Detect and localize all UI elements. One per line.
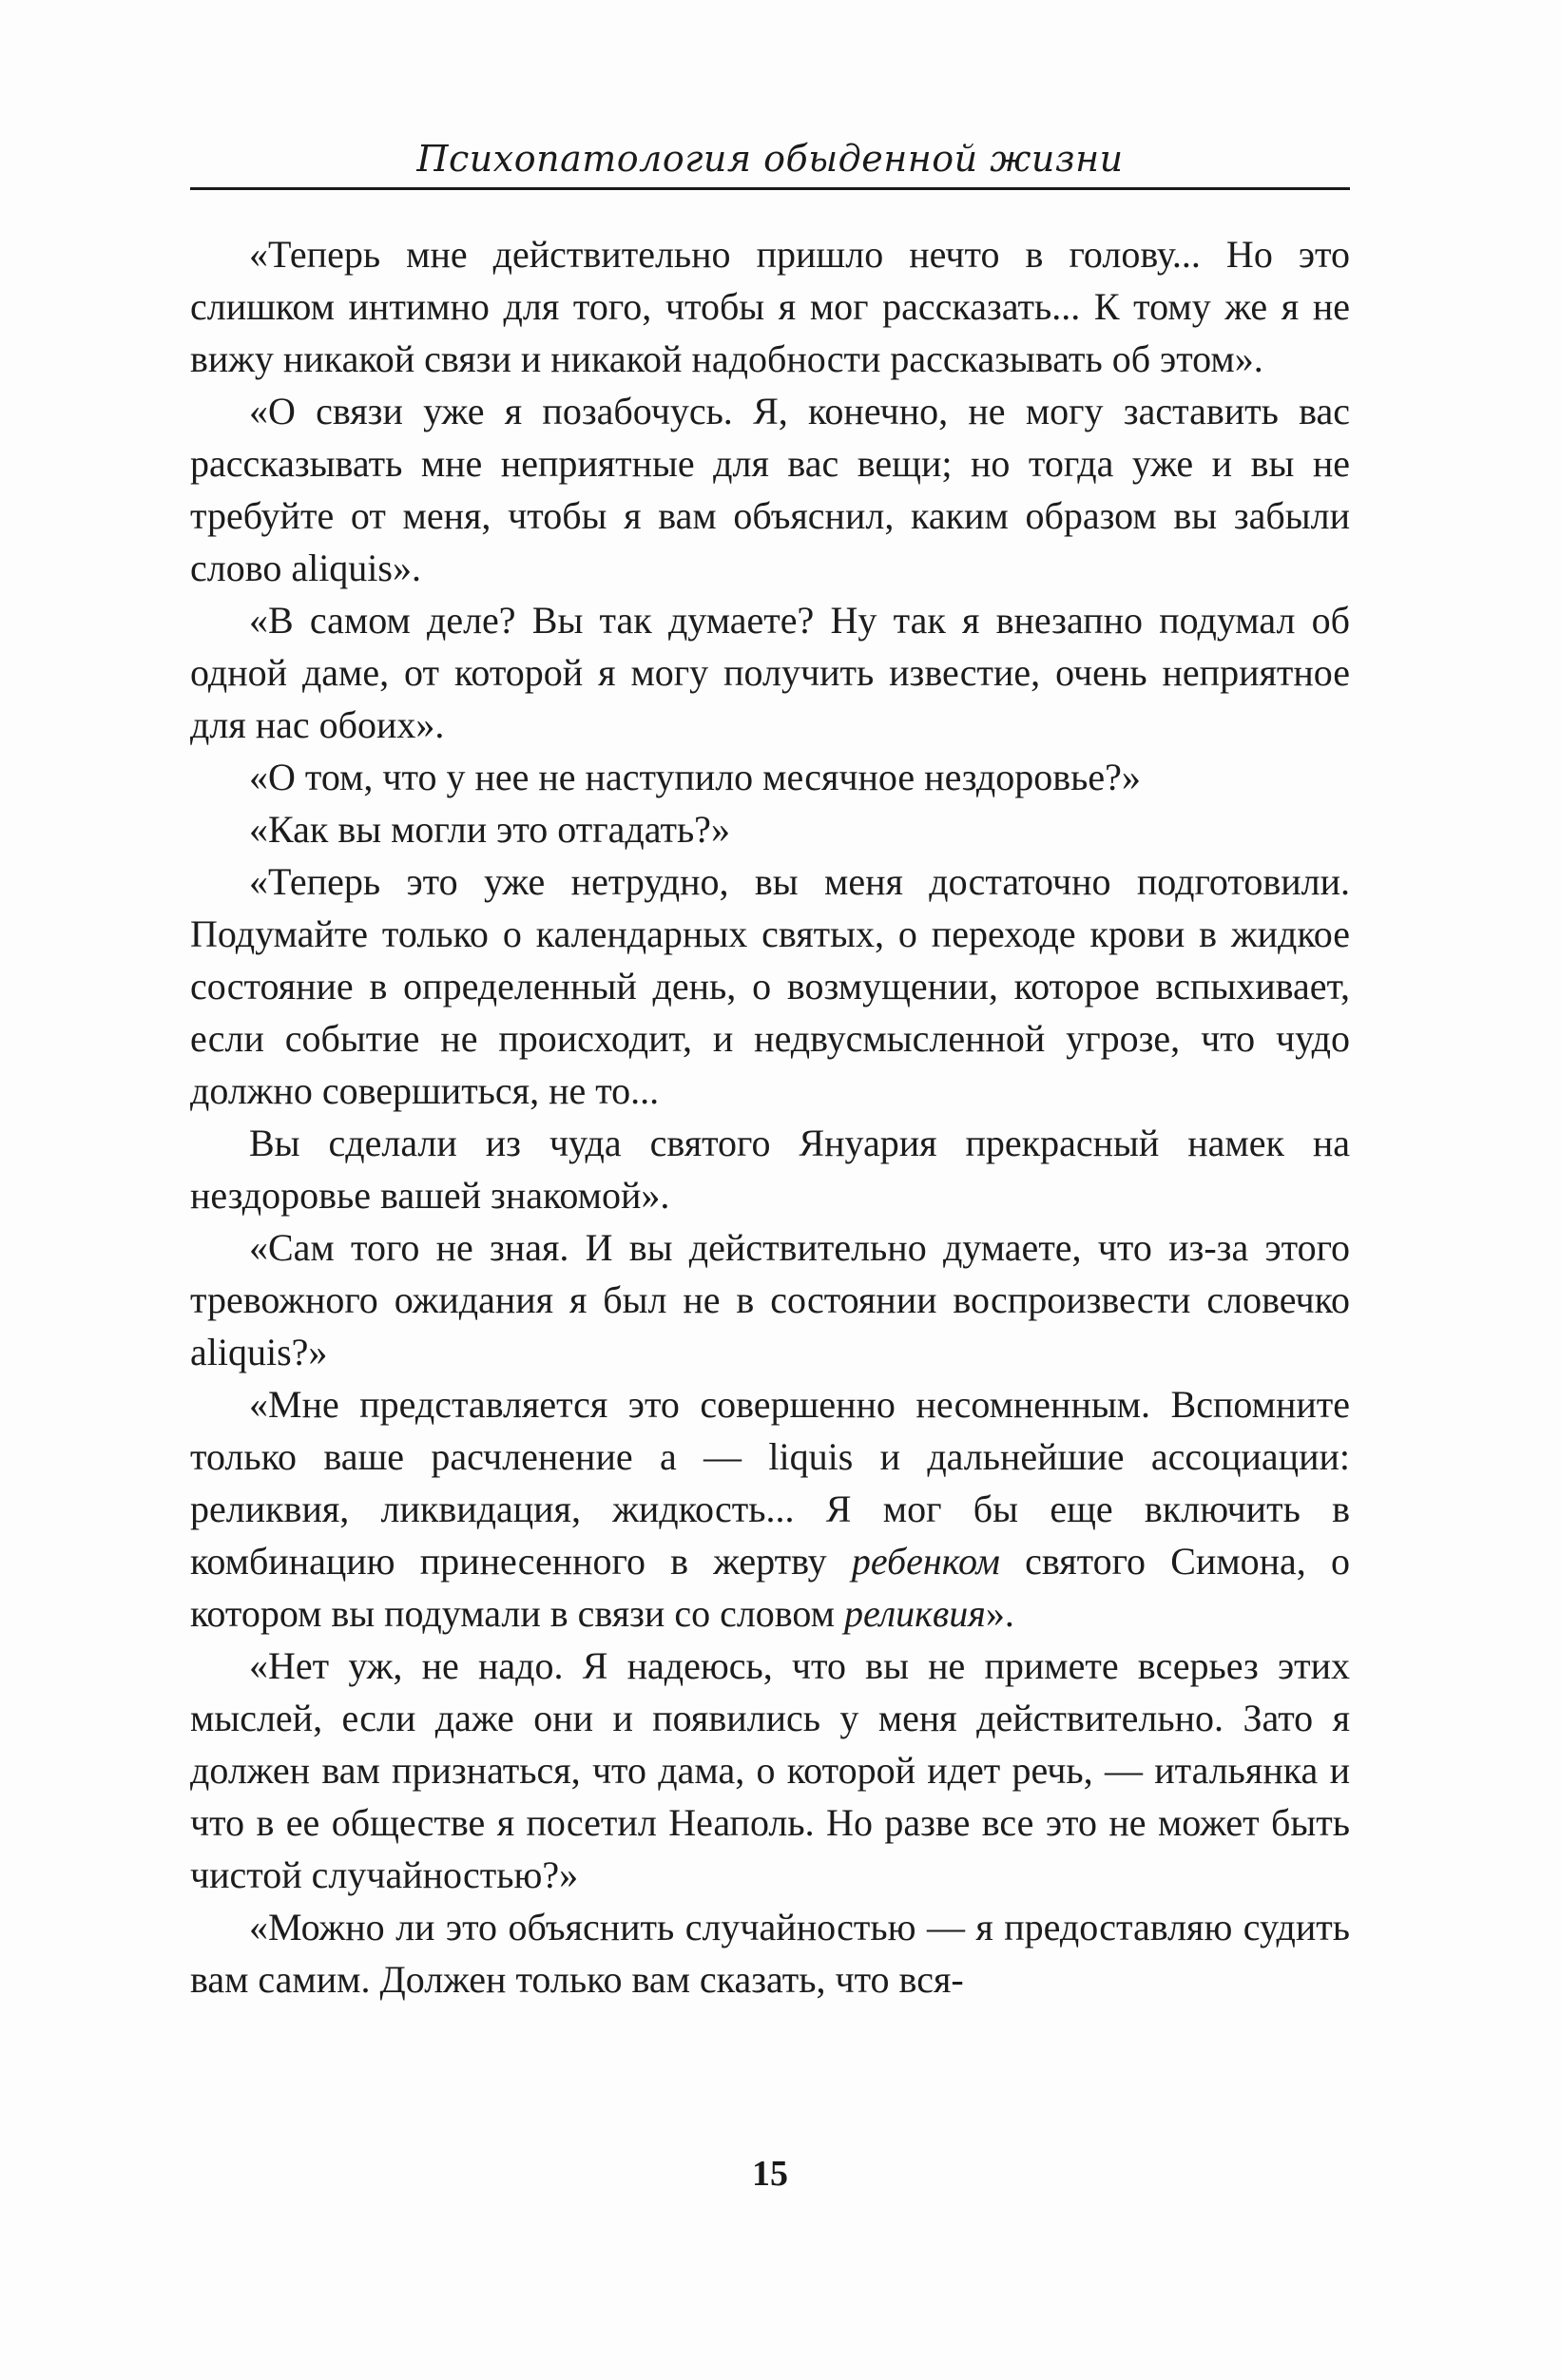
body-text [190, 228, 1350, 2006]
page-number: 15 [752, 2154, 788, 2194]
paragraph: «Сам того не зная. И вы действительно думаете, что из-за этого тревожного ожидания я был не в состоянии воспроизвести словечко aliquis?» [190, 1226, 1350, 1373]
header-rule [190, 187, 1350, 190]
paragraph-segment: «Мне представляется это совершенно несомненным. Вспомните только ваше расчленение a — liquis и дальнейшие ассоциации: реликвия, ликвидация, жидкость... Я мог бы еще включить в комбинацию принесенного в жертву [190, 1383, 1350, 1583]
paragraph: «Нет уж, не надо. Я надеюсь, что вы не примете всерьез этих мыслей, если даже они и появились у меня действительно. Зато я должен вам признаться, что дама, о которой идет речь, — итальянка и что в ее обществе я посетил Неаполь. Но разве все это не может быть чистой случайностью?» [190, 1644, 1350, 1896]
paragraph: «Можно ли это объяснить случайностью — я предоставляю судить вам самим. Должен только вам сказать, что вся- [190, 1906, 1350, 2001]
italic-word: ребенком [851, 1540, 1000, 1583]
paragraph: Вы сделали из чуда святого Януария прекрасный намек на нездоровье вашей знакомой». [190, 1122, 1350, 1217]
paragraph [190, 1378, 1350, 1640]
paragraph: «Как вы могли это отгадать?» [249, 808, 730, 851]
paragraph-segment: святого Симона, о котором вы подумали в связи со словом [190, 1540, 1351, 1635]
italic-word: реликвия [843, 1592, 986, 1635]
paragraph: «В самом деле? Вы так думаете? Ну так я внезапно подумал об одной даме, от которой я могу получить известие, очень неприятное для нас обоих». [190, 599, 1350, 746]
running-header-title: Психопатология обыденной жизни [416, 138, 1124, 180]
paragraph: «Теперь мне действительно пришло нечто в голову... Но это слишком интимно для того, чтобы я мог рассказать... К тому же я не вижу никакой связи и никакой надобности рассказывать об этом». [190, 233, 1350, 380]
paragraph: «О том, что у нее не наступило месячное нездоровье?» [249, 756, 1141, 798]
paragraph: «Теперь это уже нетрудно, вы меня достаточно подготовили. Подумайте только о календарных святых, о переходе крови в жидкое состояние в определенный день, о возмущении, которое вспыхивает, если событие не происходит, и недвусмысленной угрозе, что чудо должно совершиться, не то... [190, 860, 1350, 1112]
paragraph-segment: ». [985, 1592, 1014, 1635]
paragraph: «О связи уже я позабочусь. Я, конечно, не могу заставить вас рассказывать мне неприятные для вас вещи; но тогда уже и вы не требуйте от меня, чтобы я вам объяснил, каким образом вы забыли слово aliquis». [190, 390, 1350, 589]
